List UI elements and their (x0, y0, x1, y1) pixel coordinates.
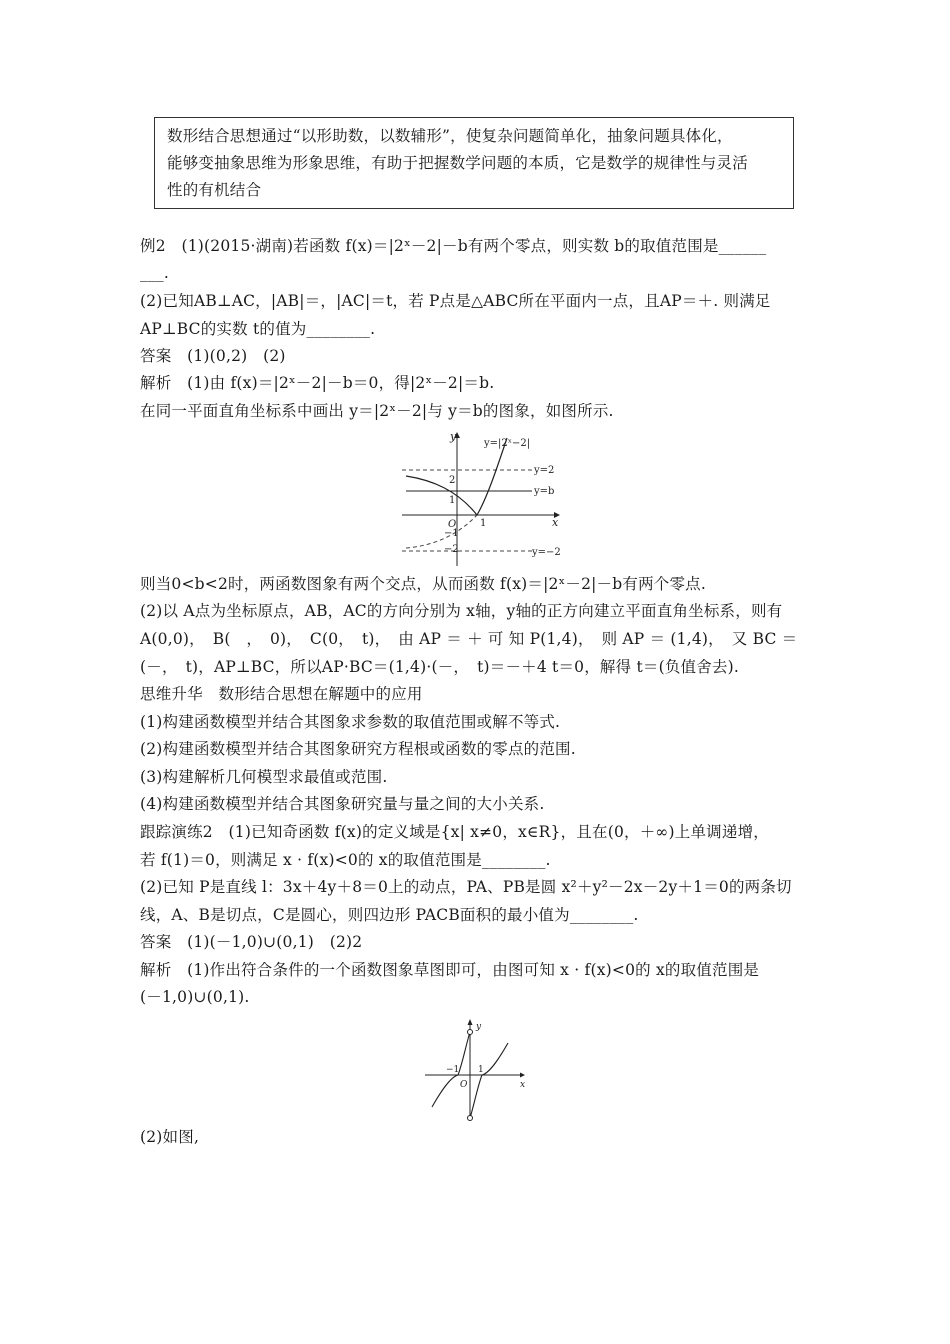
fig1-tick-x1: 1 (480, 518, 487, 529)
solution-exercise-1: 解析 (1)作出符合条件的一个函数图象草图即可，由图可知 x · f(x)<0的 x的取值范围是 (140, 961, 760, 979)
thinking-summary-title: 思维升华 数形结合思想在解题中的应用 (140, 685, 423, 703)
fig2-y-axis-arrow (468, 1019, 473, 1025)
fig2-tick-1: 1 (478, 1065, 484, 1075)
example-2-problem-1: 例2 (1)(2015·湖南)若函数 f(x)＝|2ˣ－2|－b有两个零点，则实数 b的取值范围是______ (140, 237, 767, 255)
fig1-yneg2-label: y=−2 (532, 547, 561, 558)
solution-2-cont-2: (－， t)，AP⊥BC，所以AP·BC＝(1,4)·(－， t)＝－＋4 t＝0，解得 t＝(负值舍去). (140, 658, 739, 676)
fig1-y2-label: y=2 (534, 465, 555, 476)
fig1-x-label: x (552, 516, 559, 529)
figure-exponential-abs (392, 428, 567, 570)
fig2-origin-label: O (460, 1080, 468, 1090)
fig1-tick-neg2: −2 (444, 544, 459, 555)
fig2-open-point-top (468, 1030, 473, 1035)
curve-reflected-part (406, 515, 477, 548)
fig2-right-branch (470, 1043, 508, 1118)
solution-1: 解析 (1)由 f(x)＝|2ˣ－2|－b＝0，得|2ˣ－2|＝b. (140, 374, 495, 392)
fig1-origin-label: O (448, 519, 457, 530)
summary-box (154, 117, 794, 209)
fig2-x-axis-arrow (520, 1073, 525, 1078)
answer-2: 答案 (1)(－1,0)∪(0,1) (2)2 (140, 933, 363, 951)
example-2-problem-2: (2)已知AB⊥AC，|AB|＝，|AC|＝t，若 P点是△ABC所在平面内一点，且AP＝＋. 则满足 (140, 292, 771, 310)
fig1-tick-2: 2 (449, 475, 456, 486)
summary-line-1: 数形结合思想通过“以形助数，以数辅形”，使复杂问题简单化，抽象问题具体化， (167, 127, 733, 145)
example-2-problem-1-cont: ___. (140, 264, 169, 282)
fig2-x-label: x (520, 1080, 526, 1090)
figure-odd-function (420, 1015, 530, 1125)
exercise-2-problem-1: 跟踪演练2 (1)已知奇函数 f(x)的定义域是{x| x≠0，x∈R}，且在(0，＋∞)上单调递增， (140, 823, 769, 841)
solution-2-cont-1: A(0,0)， B( ， 0)， C(0， t)， 由 AP ＝ ＋ 可 知 P(1,4)， 则 AP ＝ (1,4)， 又 BC ＝ (140, 630, 798, 648)
thinking-item-1: (1)构建函数模型并结合其图象求参数的取值范围或解不等式. (140, 713, 561, 731)
solution-2: (2)以 A点为坐标原点，AB，AC的方向分别为 x轴，y轴的正方向建立平面直角坐标系，则有 (140, 602, 783, 620)
fig1-tick-neg1: −1 (444, 528, 459, 539)
fig1-tick-1: 1 (449, 495, 456, 506)
example-2-problem-2-cont: AP⊥BC的实数 t的值为________. (140, 320, 376, 338)
solution-exercise-2: (2)如图, (140, 1128, 200, 1146)
exercise-2-problem-2-cont: 线，A、B是切点，C是圆心，则四边形 PACB面积的最小值为________. (140, 906, 639, 924)
solution-1-conclusion: 则当0<b<2时，两函数图象有两个交点，从而函数 f(x)＝|2ˣ－2|－b有两个零点. (140, 575, 707, 593)
thinking-item-4: (4)构建函数模型并结合其图象研究量与量之间的大小关系. (140, 795, 545, 813)
answer-1: 答案 (1)(0,2) (2) (140, 347, 286, 365)
fig2-y-label: y (476, 1022, 482, 1032)
summary-line-3: 性的有机结合 (167, 181, 262, 199)
exercise-2-problem-1-cont: 若 f(1)＝0，则满足 x · f(x)<0的 x的取值范围是________. (140, 851, 551, 869)
solution-exercise-1-cont: (－1,0)∪(0,1). (140, 988, 250, 1006)
solution-1-cont: 在同一平面直角坐标系中画出 y＝|2ˣ－2|与 y＝b的图象，如图所示. (140, 402, 614, 420)
thinking-item-3: (3)构建解析几何模型求最值或范围. (140, 768, 388, 786)
summary-line-2: 能够变抽象思维为形象思维，有助于把握数学问题的本质，它是数学的规律性与灵活 (167, 154, 748, 172)
thinking-item-2: (2)构建函数模型并结合其图象研究方程根或函数的零点的范围. (140, 740, 576, 758)
fig1-yb-label: y=b (534, 486, 555, 497)
exercise-2-problem-2: (2)已知 P是直线 l：3x＋4y＋8＝0上的动点，PA、PB是圆 x²＋y²－2x－2y＋1＝0的两条切 (140, 878, 792, 896)
fig2-tick-neg1: −1 (446, 1065, 460, 1075)
fig1-curve-label: y=|2ˣ−2| (484, 438, 531, 449)
fig2-open-point-bottom (468, 1116, 473, 1121)
fig1-y-label: y (450, 430, 457, 443)
